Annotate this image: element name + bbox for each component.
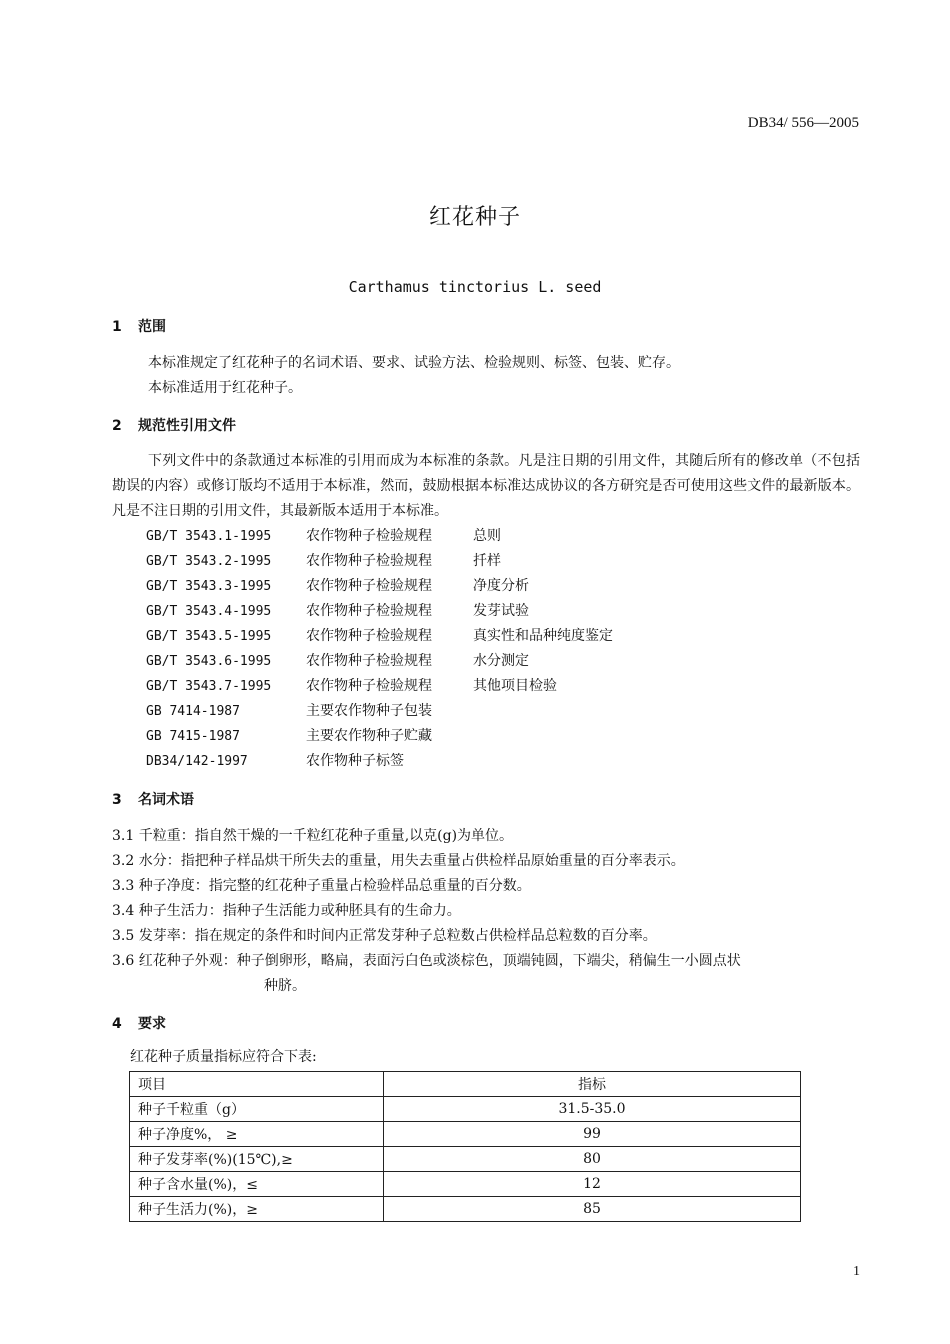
table-cell: 种子发芽率(%)(15℃),≥ <box>130 1147 384 1172</box>
section-heading-scope <box>112 316 166 336</box>
reference-list <box>146 524 613 774</box>
term-item: 3.4 种子生活力：指种子生活能力或种胚具有的生命力。 <box>112 903 461 919</box>
reference-item <box>146 699 613 724</box>
reference-code: GB/T 3543.2-1995 <box>146 554 272 569</box>
reference-part: 扦样 <box>473 553 501 569</box>
table-header-row <box>130 1072 801 1097</box>
term-item: 3.3 种子净度：指完整的红花种子重量占检验样品总重量的百分数。 <box>112 878 531 894</box>
reference-part: 总则 <box>473 528 501 544</box>
section-title: 规范性引用文件 <box>138 418 236 434</box>
page-number: 1 <box>853 1264 860 1279</box>
table-cell: 99 <box>384 1122 801 1147</box>
reference-item <box>146 574 613 599</box>
reference-title: 农作物种子检验规程 <box>306 628 432 644</box>
table-cell: 31.5-35.0 <box>384 1097 801 1122</box>
section-heading-normative <box>112 415 236 435</box>
document-title: 红花种子 <box>428 205 521 230</box>
term-line: 3.6 红花种子外观：种子倒卵形，略扁，表面污白色或淡棕色，顶端钝圆，下端尖，稍偏生一小圆点状 <box>112 953 741 969</box>
term-line-continued: 种脐。 <box>264 978 306 994</box>
reference-part: 发芽试验 <box>473 603 529 619</box>
reference-code: GB 7414-1987 <box>146 704 240 719</box>
table-cell: 12 <box>384 1172 801 1197</box>
section-title: 名词术语 <box>138 792 194 808</box>
reference-item <box>146 749 613 774</box>
reference-part: 其他项目检验 <box>473 678 557 694</box>
table-row <box>130 1147 801 1172</box>
section-heading-requirements <box>112 1013 166 1033</box>
section-number: 4 <box>112 1016 122 1032</box>
reference-part: 真实性和品种纯度鉴定 <box>473 628 613 644</box>
table-row <box>130 1122 801 1147</box>
reference-title: 农作物种子检验规程 <box>306 603 432 619</box>
document-subtitle: Carthamus tinctorius L. seed <box>348 278 602 296</box>
table-cell: 85 <box>384 1197 801 1222</box>
table-cell: 80 <box>384 1147 801 1172</box>
reference-item <box>146 599 613 624</box>
section-title: 要求 <box>138 1016 166 1032</box>
term-item <box>112 949 860 999</box>
table-header-cell: 指标 <box>384 1072 801 1097</box>
section-heading-terms <box>112 789 194 809</box>
section-title: 范围 <box>138 319 166 335</box>
scope-line: 本标准规定了红花种子的名词术语、要求、试验方法、检验规则、标签、包装、贮存。 <box>148 355 680 371</box>
reference-item <box>146 549 613 574</box>
reference-code: GB/T 3543.1-1995 <box>146 529 272 544</box>
term-item: 3.5 发芽率：指在规定的条件和时间内正常发芽种子总粒数占供检样品总粒数的百分率。 <box>112 928 657 944</box>
table-row <box>130 1097 801 1122</box>
reference-title: 农作物种子检验规程 <box>306 528 432 544</box>
standard-code: DB34/ 556—2005 <box>747 115 859 131</box>
reference-code: GB/T 3543.7-1995 <box>146 679 272 694</box>
table-cell: 种子含水量(%)，≤ <box>130 1172 384 1197</box>
table-row <box>130 1197 801 1222</box>
reference-title: 农作物种子检验规程 <box>306 553 432 569</box>
requirements-table <box>129 1071 801 1222</box>
table-header-cell: 项目 <box>130 1072 384 1097</box>
reference-item <box>146 524 613 549</box>
reference-code: GB/T 3543.3-1995 <box>146 579 272 594</box>
reference-item <box>146 724 613 749</box>
table-caption: 红花种子质量指标应符合下表: <box>130 1049 317 1065</box>
reference-item <box>146 649 613 674</box>
reference-code: GB/T 3543.4-1995 <box>146 604 272 619</box>
reference-title: 农作物种子检验规程 <box>306 678 432 694</box>
section-number: 3 <box>112 792 122 808</box>
reference-code: GB/T 3543.6-1995 <box>146 654 272 669</box>
scope-line: 本标准适用于红花种子。 <box>148 380 302 396</box>
table-row <box>130 1172 801 1197</box>
reference-code: DB34/142-1997 <box>146 754 248 769</box>
normative-intro: 下列文件中的条款通过本标准的引用而成为本标准的条款。凡是注日期的引用文件，其随后所有的修改单（不包括勘误的内容）或修订版均不适用于本标准，然而，鼓励根据本标准达成协议的各方研究是否可使用这些文件的最新版本。凡是不注日期的引用文件，其最新版本适用于本标准。 <box>112 453 860 519</box>
reference-part: 净度分析 <box>473 578 529 594</box>
reference-code: GB/T 3543.5-1995 <box>146 629 272 644</box>
section-number: 1 <box>112 319 122 335</box>
section-number: 2 <box>112 418 122 434</box>
reference-title: 主要农作物种子包装 <box>306 703 432 719</box>
term-item: 3.2 水分：指把种子样品烘干所失去的重量，用失去重量占供检样品原始重量的百分率表示。 <box>112 853 685 869</box>
reference-title: 农作物种子标签 <box>306 753 404 769</box>
reference-item <box>146 624 613 649</box>
table-cell: 种子千粒重（g） <box>130 1097 384 1122</box>
reference-title: 主要农作物种子贮藏 <box>306 728 432 744</box>
table-cell: 种子生活力(%)，≥ <box>130 1197 384 1222</box>
reference-title: 农作物种子检验规程 <box>306 653 432 669</box>
reference-title: 农作物种子检验规程 <box>306 578 432 594</box>
reference-code: GB 7415-1987 <box>146 729 240 744</box>
reference-item <box>146 674 613 699</box>
reference-part: 水分测定 <box>473 653 529 669</box>
term-item: 3.1 千粒重：指自然干燥的一千粒红花种子重量,以克(g)为单位。 <box>112 828 514 844</box>
terms-list <box>112 824 860 999</box>
table-cell: 种子净度%， ≥ <box>130 1122 384 1147</box>
